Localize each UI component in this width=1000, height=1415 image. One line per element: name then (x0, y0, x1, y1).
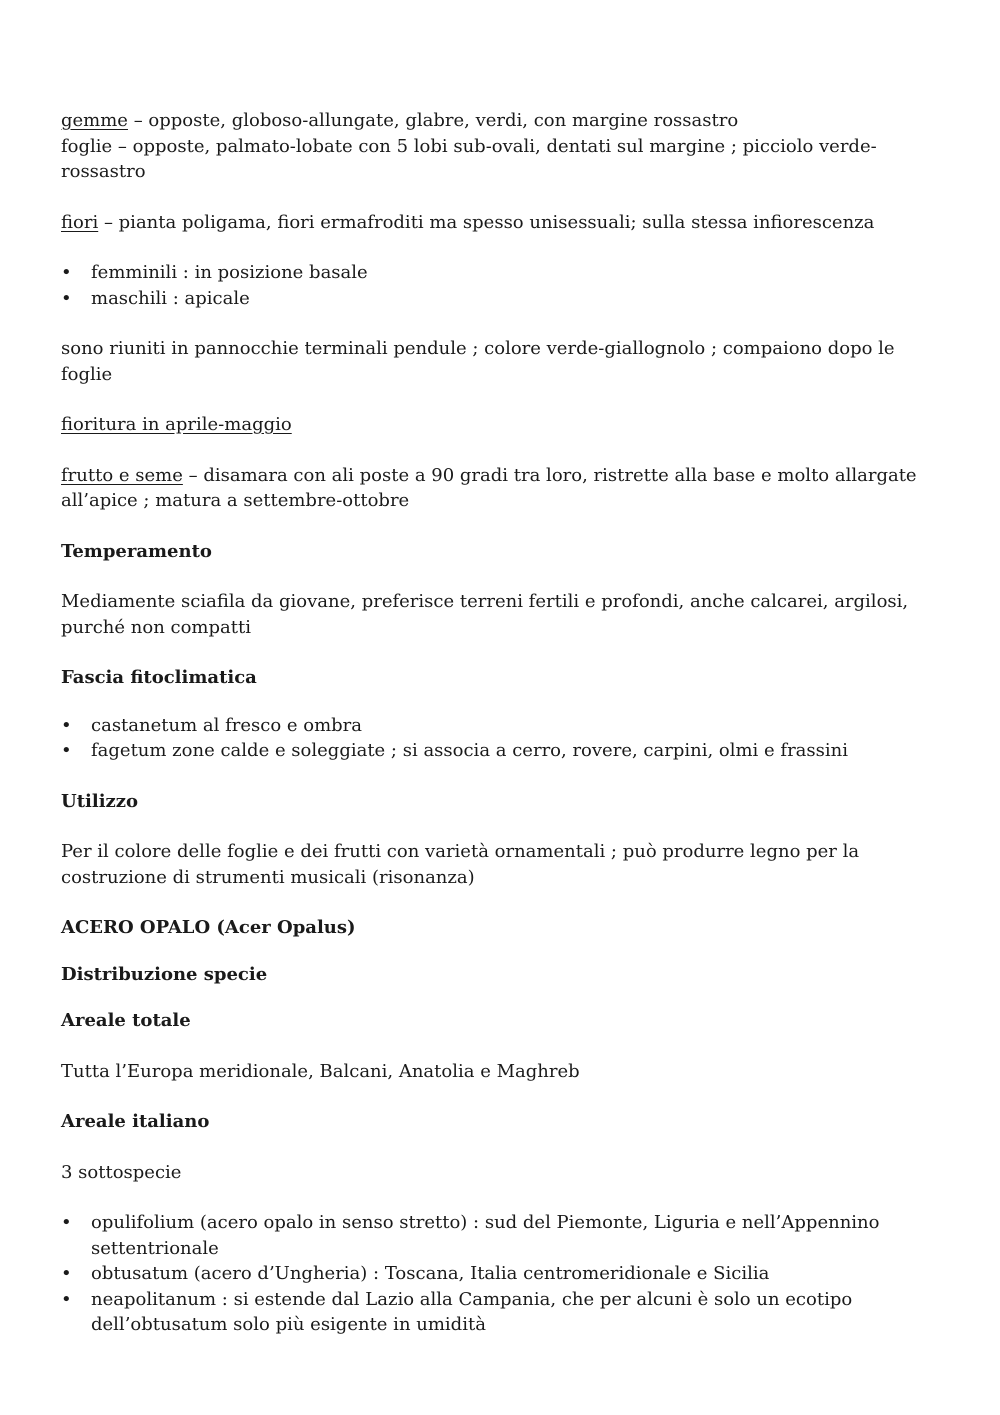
fiori-line (61, 210, 941, 236)
sottospecie-line: 3 sottospecie (61, 1161, 182, 1183)
fascia-heading: Fascia fitoclimatica (61, 667, 257, 688)
frutto-text: – disamara con ali poste a 90 gradi tra loro, ristrette alla base e molto allargate all’apice ; matura a settembre-ottobre (61, 464, 917, 511)
fioritura-text: fioritura in aprile-maggio (61, 414, 292, 435)
utilizzo-paragraph: Per il colore delle foglie e dei frutti con varietà ornamentali ; può produrre legno per la costruzione di strumenti musicali (risonanza) (61, 841, 860, 888)
utilizzo-heading: Utilizzo (61, 790, 138, 812)
distribuzione-heading: Distribuzione specie (61, 963, 268, 985)
fascia-list (61, 713, 941, 764)
pannocchie-paragraph: sono riuniti in pannocchie terminali pendule ; colore verde-giallognolo ; compaiono dopo le foglie (61, 338, 895, 385)
temperamento-paragraph: Mediamente sciafila da giovane, preferisce terreni fertili e profondi, anche calcarei, argilosi, purché non compatti (61, 591, 909, 638)
fioritura-line (61, 412, 941, 438)
areale-totale-heading: Areale totale (61, 1010, 191, 1031)
areale-totale-paragraph: Tutta l’Europa meridionale, Balcani, Anatolia e Maghreb (61, 1060, 580, 1082)
fiori-label: fiori (61, 211, 99, 233)
fiori-text: – pianta poligama, fiori ermafroditi ma spesso unisessuali; sulla stessa infiorescenza (98, 211, 875, 233)
list-item: • castanetum al fresco e ombra (61, 713, 941, 739)
fiori-list (61, 260, 941, 311)
list-item: • neapolitanum : si estende dal Lazio alla Campania, che per alcuni è solo un ecotipo dell’obtusatum solo più esigente in umidità (61, 1287, 941, 1338)
temperamento-heading: Temperamento (61, 540, 212, 562)
areale-italiano-heading: Areale italiano (61, 1111, 210, 1132)
gemme-label: gemme (61, 110, 128, 131)
frutto-label: frutto e seme (61, 464, 183, 486)
sottospecie-list (61, 1210, 941, 1338)
list-item: • opulifolium (acero opalo in senso stretto) : sud del Piemonte, Liguria e nell’Appennino settentrionale (61, 1210, 941, 1261)
gemme-line (61, 108, 941, 134)
list-item: • femminili : in posizione basale (61, 260, 941, 286)
foglie-line: foglie – opposte, palmato-lobate con 5 lobi sub-ovali, dentati sul margine ; picciolo verde-rossastro (61, 135, 877, 182)
opalo-title: ACERO OPALO (Acer Opalus) (61, 917, 356, 938)
gemme-text: – opposte, globoso-allungate, glabre, verdi, con margine rossastro (127, 110, 739, 131)
frutto-paragraph (61, 463, 941, 514)
list-item: • obtusatum (acero d’Ungheria) : Toscana, Italia centromeridionale e Sicilia (61, 1261, 941, 1287)
list-item: • fagetum zone calde e soleggiate ; si associa a cerro, rovere, carpini, olmi e frassini (61, 738, 941, 764)
document-page (61, 108, 941, 1338)
list-item: • maschili : apicale (61, 286, 941, 312)
